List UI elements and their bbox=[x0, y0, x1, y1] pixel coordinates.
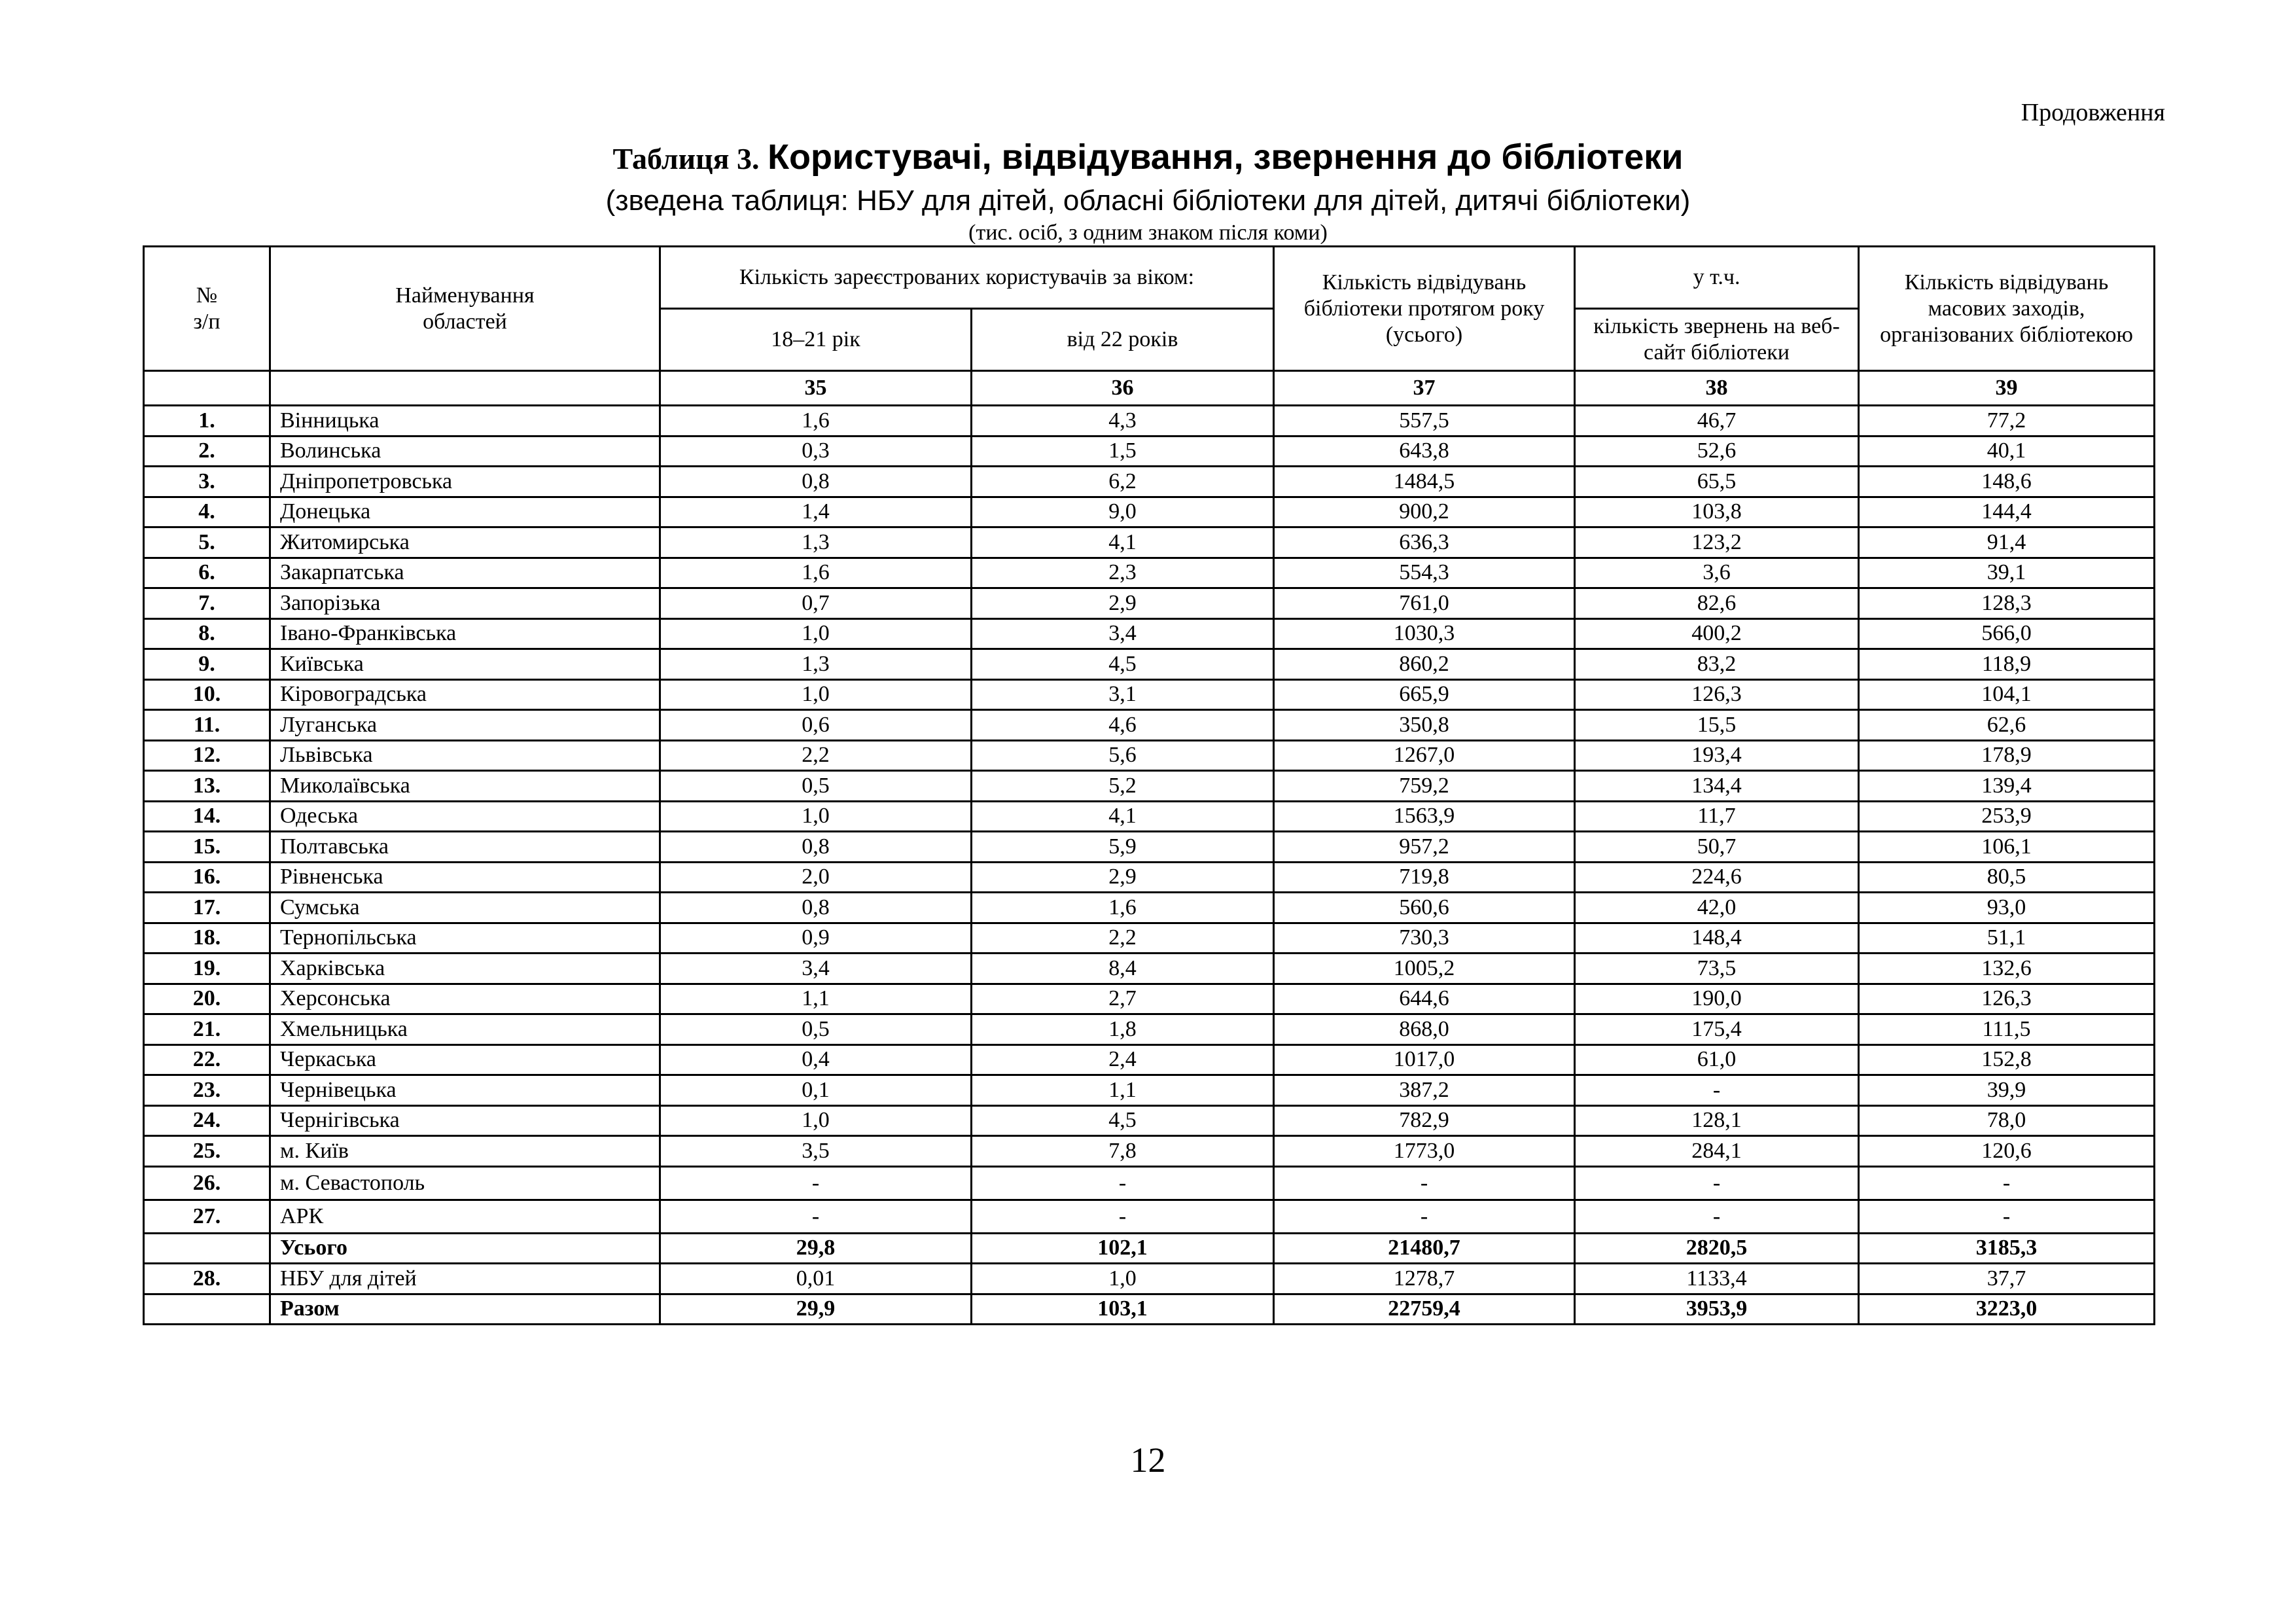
value-cell-35: 0,8 bbox=[660, 467, 972, 497]
row-number-cell: 3. bbox=[144, 467, 270, 497]
value-cell-38: 83,2 bbox=[1575, 649, 1859, 680]
value-cell-35: 0,6 bbox=[660, 710, 972, 741]
table-row bbox=[144, 618, 2155, 649]
value-cell-39: 132,6 bbox=[1859, 954, 2155, 984]
value-cell-36: 5,9 bbox=[972, 832, 1274, 863]
value-cell-35: 1,3 bbox=[660, 527, 972, 558]
value-cell-38: 224,6 bbox=[1575, 862, 1859, 893]
region-cell: Вінницька bbox=[270, 406, 660, 437]
value-cell-38: 50,7 bbox=[1575, 832, 1859, 863]
value-cell-39: 37,7 bbox=[1859, 1264, 2155, 1294]
table-units: (тис. осіб, з одним знаком після коми) bbox=[968, 221, 1328, 245]
region-cell: Хмельницька bbox=[270, 1014, 660, 1045]
value-cell-39: 144,4 bbox=[1859, 497, 2155, 527]
value-cell-39: 104,1 bbox=[1859, 679, 2155, 710]
value-cell-35: 0,5 bbox=[660, 1014, 972, 1045]
header-events: Кількість відвідувань масових заходів, організованих бібліотекою bbox=[1859, 247, 2155, 371]
value-cell-36: 103,1 bbox=[972, 1294, 1274, 1325]
row-number-cell: 7. bbox=[144, 588, 270, 619]
region-cell: м. Севастополь bbox=[270, 1166, 660, 1200]
row-number-cell: 25. bbox=[144, 1136, 270, 1167]
value-cell-38: 73,5 bbox=[1575, 954, 1859, 984]
table-subtitle: (зведена таблиця: НБУ для дітей, обласні бібліотеки для дітей, дитячі бібліотеки) bbox=[605, 185, 1691, 217]
value-cell-35: 2,2 bbox=[660, 740, 972, 771]
header-region: Найменування областей bbox=[270, 247, 660, 371]
value-cell-35: 3,4 bbox=[660, 954, 972, 984]
value-cell-36: 5,6 bbox=[972, 740, 1274, 771]
row-number-cell bbox=[144, 1233, 270, 1264]
continuation-label: Продовження bbox=[2021, 99, 2165, 126]
value-cell-36: 2,4 bbox=[972, 1044, 1274, 1075]
value-cell-35: 3,5 bbox=[660, 1136, 972, 1167]
row-number-cell: 21. bbox=[144, 1014, 270, 1045]
table-row bbox=[144, 801, 2155, 832]
table-row bbox=[144, 1200, 2155, 1233]
header-age-18-21: 18–21 рік bbox=[660, 309, 972, 371]
row-number-cell: 24. bbox=[144, 1105, 270, 1136]
row-number-cell: 8. bbox=[144, 618, 270, 649]
value-cell-37: 759,2 bbox=[1274, 771, 1575, 802]
table-row bbox=[144, 1294, 2155, 1325]
header-including: у т.ч. bbox=[1575, 247, 1859, 309]
value-cell-38: 42,0 bbox=[1575, 893, 1859, 923]
row-number-cell: 6. bbox=[144, 558, 270, 588]
table-row bbox=[144, 1233, 2155, 1264]
value-cell-37: 665,9 bbox=[1274, 679, 1575, 710]
value-cell-38: 82,6 bbox=[1575, 588, 1859, 619]
value-cell-35: 1,3 bbox=[660, 649, 972, 680]
table-title-name: Користувачі, відвідування, звернення до бібліотеки bbox=[768, 137, 1684, 177]
region-cell: Сумська bbox=[270, 893, 660, 923]
header-age-22: від 22 років bbox=[972, 309, 1274, 371]
value-cell-39: 62,6 bbox=[1859, 710, 2155, 741]
table-row bbox=[144, 1014, 2155, 1045]
row-number-cell: 9. bbox=[144, 649, 270, 680]
value-cell-39: 111,5 bbox=[1859, 1014, 2155, 1045]
value-cell-38: 123,2 bbox=[1575, 527, 1859, 558]
table-row bbox=[144, 1166, 2155, 1200]
value-cell-35: 29,8 bbox=[660, 1233, 972, 1264]
value-cell-36: 2,9 bbox=[972, 588, 1274, 619]
value-cell-38: 52,6 bbox=[1575, 436, 1859, 467]
table-title-label: Таблиця 3. bbox=[612, 142, 760, 175]
value-cell-36: 2,7 bbox=[972, 984, 1274, 1014]
value-cell-36: 102,1 bbox=[972, 1233, 1274, 1264]
value-cell-35: 1,0 bbox=[660, 801, 972, 832]
value-cell-36: 4,3 bbox=[972, 406, 1274, 437]
row-number-cell: 14. bbox=[144, 801, 270, 832]
row-number-cell: 15. bbox=[144, 832, 270, 863]
value-cell-36: 4,6 bbox=[972, 710, 1274, 741]
value-cell-35: 0,8 bbox=[660, 832, 972, 863]
value-cell-39: 126,3 bbox=[1859, 984, 2155, 1014]
table-row bbox=[144, 771, 2155, 802]
value-cell-37: 868,0 bbox=[1274, 1014, 1575, 1045]
value-cell-37: 636,3 bbox=[1274, 527, 1575, 558]
region-cell: Житомирська bbox=[270, 527, 660, 558]
region-cell: Разом bbox=[270, 1294, 660, 1325]
row-number-cell: 13. bbox=[144, 771, 270, 802]
row-number-cell: 1. bbox=[144, 406, 270, 437]
value-cell-35: 2,0 bbox=[660, 862, 972, 893]
row-number-cell: 18. bbox=[144, 923, 270, 954]
table-row bbox=[144, 1075, 2155, 1106]
value-cell-38: 2820,5 bbox=[1575, 1233, 1859, 1264]
table-body bbox=[144, 406, 2155, 1325]
table-row bbox=[144, 679, 2155, 710]
value-cell-38: 15,5 bbox=[1575, 710, 1859, 741]
value-cell-37: 21480,7 bbox=[1274, 1233, 1575, 1264]
region-cell: АРК bbox=[270, 1200, 660, 1233]
value-cell-38: 61,0 bbox=[1575, 1044, 1859, 1075]
value-cell-35: 1,0 bbox=[660, 1105, 972, 1136]
row-number-cell: 17. bbox=[144, 893, 270, 923]
row-number-cell: 26. bbox=[144, 1166, 270, 1200]
value-cell-38: 103,8 bbox=[1575, 497, 1859, 527]
region-cell: Волинська bbox=[270, 436, 660, 467]
value-cell-39: 93,0 bbox=[1859, 893, 2155, 923]
region-cell: Закарпатська bbox=[270, 558, 660, 588]
value-cell-36: 6,2 bbox=[972, 467, 1274, 497]
value-cell-35: 0,01 bbox=[660, 1264, 972, 1294]
column-number: 36 bbox=[972, 371, 1274, 406]
value-cell-37: 761,0 bbox=[1274, 588, 1575, 619]
value-cell-39: 253,9 bbox=[1859, 801, 2155, 832]
value-cell-39: 40,1 bbox=[1859, 436, 2155, 467]
value-cell-35: 0,8 bbox=[660, 893, 972, 923]
value-cell-39: - bbox=[1859, 1200, 2155, 1233]
value-cell-39: 118,9 bbox=[1859, 649, 2155, 680]
value-cell-38: 46,7 bbox=[1575, 406, 1859, 437]
region-cell: Херсонська bbox=[270, 984, 660, 1014]
value-cell-36: 4,1 bbox=[972, 801, 1274, 832]
region-cell: Полтавська bbox=[270, 832, 660, 863]
value-cell-37: 643,8 bbox=[1274, 436, 1575, 467]
value-cell-38: 11,7 bbox=[1575, 801, 1859, 832]
value-cell-38: 175,4 bbox=[1575, 1014, 1859, 1045]
table-row bbox=[144, 954, 2155, 984]
table-row bbox=[144, 710, 2155, 741]
value-cell-36: 5,2 bbox=[972, 771, 1274, 802]
value-cell-37: 719,8 bbox=[1274, 862, 1575, 893]
region-cell: Дніпропетровська bbox=[270, 467, 660, 497]
table-row bbox=[144, 558, 2155, 588]
value-cell-35: 1,4 bbox=[660, 497, 972, 527]
value-cell-35: 0,4 bbox=[660, 1044, 972, 1075]
region-cell: м. Київ bbox=[270, 1136, 660, 1167]
value-cell-39: 3185,3 bbox=[1859, 1233, 2155, 1264]
table-row bbox=[144, 984, 2155, 1014]
value-cell-39: 80,5 bbox=[1859, 862, 2155, 893]
table-row bbox=[144, 740, 2155, 771]
title-block bbox=[0, 134, 2296, 246]
table-row bbox=[144, 1105, 2155, 1136]
region-cell: Івано-Франківська bbox=[270, 618, 660, 649]
row-number-cell: 22. bbox=[144, 1044, 270, 1075]
region-cell: Чернівецька bbox=[270, 1075, 660, 1106]
region-cell: Рівненська bbox=[270, 862, 660, 893]
value-cell-37: 22759,4 bbox=[1274, 1294, 1575, 1325]
value-cell-36: 1,5 bbox=[972, 436, 1274, 467]
column-number: 38 bbox=[1575, 371, 1859, 406]
header-website: кількість звернень на веб-сайт бібліотеки bbox=[1575, 309, 1859, 371]
value-cell-37: - bbox=[1274, 1166, 1575, 1200]
value-cell-38: - bbox=[1575, 1166, 1859, 1200]
value-cell-38: 148,4 bbox=[1575, 923, 1859, 954]
data-table bbox=[143, 245, 2155, 1325]
region-cell: Львівська bbox=[270, 740, 660, 771]
table-row bbox=[144, 406, 2155, 437]
value-cell-36: 1,8 bbox=[972, 1014, 1274, 1045]
value-cell-39: 39,9 bbox=[1859, 1075, 2155, 1106]
row-number-cell: 2. bbox=[144, 436, 270, 467]
value-cell-37: 1563,9 bbox=[1274, 801, 1575, 832]
table-row bbox=[144, 1044, 2155, 1075]
value-cell-36: - bbox=[972, 1200, 1274, 1233]
table-row bbox=[144, 893, 2155, 923]
value-cell-36: 3,4 bbox=[972, 618, 1274, 649]
row-number-cell: 12. bbox=[144, 740, 270, 771]
value-cell-36: 4,5 bbox=[972, 1105, 1274, 1136]
value-cell-35: 0,5 bbox=[660, 771, 972, 802]
header-number: № з/п bbox=[144, 247, 270, 371]
value-cell-35: 0,7 bbox=[660, 588, 972, 619]
value-cell-35: 29,9 bbox=[660, 1294, 972, 1325]
value-cell-38: - bbox=[1575, 1075, 1859, 1106]
value-cell-35: 1,0 bbox=[660, 618, 972, 649]
table-row bbox=[144, 923, 2155, 954]
row-number-cell: 23. bbox=[144, 1075, 270, 1106]
column-number: 39 bbox=[1859, 371, 2155, 406]
table-row bbox=[144, 862, 2155, 893]
table-row bbox=[144, 649, 2155, 680]
column-number: 37 bbox=[1274, 371, 1575, 406]
value-cell-36: 8,4 bbox=[972, 954, 1274, 984]
table-row bbox=[144, 832, 2155, 863]
value-cell-35: 1,6 bbox=[660, 558, 972, 588]
row-number-cell bbox=[144, 1294, 270, 1325]
value-cell-36: 4,5 bbox=[972, 649, 1274, 680]
value-cell-36: 7,8 bbox=[972, 1136, 1274, 1167]
value-cell-37: 644,6 bbox=[1274, 984, 1575, 1014]
value-cell-38: 134,4 bbox=[1575, 771, 1859, 802]
region-cell: Одеська bbox=[270, 801, 660, 832]
value-cell-39: 120,6 bbox=[1859, 1136, 2155, 1167]
table-title bbox=[0, 134, 2296, 182]
value-cell-35: - bbox=[660, 1200, 972, 1233]
header-blank bbox=[270, 371, 660, 406]
value-cell-39: 39,1 bbox=[1859, 558, 2155, 588]
region-cell: Запорізька bbox=[270, 588, 660, 619]
row-number-cell: 4. bbox=[144, 497, 270, 527]
value-cell-35: 1,1 bbox=[660, 984, 972, 1014]
row-number-cell: 28. bbox=[144, 1264, 270, 1294]
region-cell: Миколаївська bbox=[270, 771, 660, 802]
value-cell-36: 9,0 bbox=[972, 497, 1274, 527]
header-registered: Кількість зареєстрованих користувачів за віком: bbox=[660, 247, 1274, 309]
header-blank bbox=[144, 371, 270, 406]
region-cell: Київська bbox=[270, 649, 660, 680]
value-cell-36: 1,6 bbox=[972, 893, 1274, 923]
value-cell-37: 560,6 bbox=[1274, 893, 1575, 923]
region-cell: Тернопільська bbox=[270, 923, 660, 954]
value-cell-37: 1017,0 bbox=[1274, 1044, 1575, 1075]
value-cell-38: 193,4 bbox=[1575, 740, 1859, 771]
value-cell-37: 1278,7 bbox=[1274, 1264, 1575, 1294]
table-row bbox=[144, 1136, 2155, 1167]
value-cell-37: 387,2 bbox=[1274, 1075, 1575, 1106]
value-cell-35: 0,9 bbox=[660, 923, 972, 954]
value-cell-38: 190,0 bbox=[1575, 984, 1859, 1014]
value-cell-39: 178,9 bbox=[1859, 740, 2155, 771]
header-visits: Кількість відвідувань бібліотеки протягом року (усього) bbox=[1274, 247, 1575, 371]
value-cell-36: - bbox=[972, 1166, 1274, 1200]
value-cell-37: 782,9 bbox=[1274, 1105, 1575, 1136]
value-cell-36: 1,0 bbox=[972, 1264, 1274, 1294]
value-cell-39: 139,4 bbox=[1859, 771, 2155, 802]
region-cell: Черкаська bbox=[270, 1044, 660, 1075]
value-cell-36: 4,1 bbox=[972, 527, 1274, 558]
region-cell: Луганська bbox=[270, 710, 660, 741]
value-cell-38: 3,6 bbox=[1575, 558, 1859, 588]
value-cell-37: 900,2 bbox=[1274, 497, 1575, 527]
row-number-cell: 20. bbox=[144, 984, 270, 1014]
row-number-cell: 16. bbox=[144, 862, 270, 893]
value-cell-38: 128,1 bbox=[1575, 1105, 1859, 1136]
value-cell-37: - bbox=[1274, 1200, 1575, 1233]
value-cell-38: 3953,9 bbox=[1575, 1294, 1859, 1325]
value-cell-37: 554,3 bbox=[1274, 558, 1575, 588]
value-cell-37: 350,8 bbox=[1274, 710, 1575, 741]
region-cell: Усього bbox=[270, 1233, 660, 1264]
value-cell-37: 1030,3 bbox=[1274, 618, 1575, 649]
value-cell-35: 1,0 bbox=[660, 679, 972, 710]
value-cell-35: 1,6 bbox=[660, 406, 972, 437]
region-cell: Донецька bbox=[270, 497, 660, 527]
value-cell-39: 152,8 bbox=[1859, 1044, 2155, 1075]
value-cell-36: 2,3 bbox=[972, 558, 1274, 588]
value-cell-35: - bbox=[660, 1166, 972, 1200]
value-cell-36: 3,1 bbox=[972, 679, 1274, 710]
row-number-cell: 5. bbox=[144, 527, 270, 558]
row-number-cell: 10. bbox=[144, 679, 270, 710]
region-cell: Чернігівська bbox=[270, 1105, 660, 1136]
value-cell-38: 284,1 bbox=[1575, 1136, 1859, 1167]
value-cell-37: 1773,0 bbox=[1274, 1136, 1575, 1167]
value-cell-35: 0,3 bbox=[660, 436, 972, 467]
column-number: 35 bbox=[660, 371, 972, 406]
value-cell-37: 1484,5 bbox=[1274, 467, 1575, 497]
region-cell: НБУ для дітей bbox=[270, 1264, 660, 1294]
value-cell-37: 860,2 bbox=[1274, 649, 1575, 680]
table-row bbox=[144, 588, 2155, 619]
row-number-cell: 19. bbox=[144, 954, 270, 984]
value-cell-37: 1005,2 bbox=[1274, 954, 1575, 984]
value-cell-39: 51,1 bbox=[1859, 923, 2155, 954]
value-cell-36: 1,1 bbox=[972, 1075, 1274, 1106]
value-cell-39: 128,3 bbox=[1859, 588, 2155, 619]
value-cell-37: 730,3 bbox=[1274, 923, 1575, 954]
value-cell-38: 1133,4 bbox=[1575, 1264, 1859, 1294]
table-row bbox=[144, 527, 2155, 558]
value-cell-39: 78,0 bbox=[1859, 1105, 2155, 1136]
value-cell-37: 557,5 bbox=[1274, 406, 1575, 437]
value-cell-39: - bbox=[1859, 1166, 2155, 1200]
value-cell-39: 77,2 bbox=[1859, 406, 2155, 437]
value-cell-37: 1267,0 bbox=[1274, 740, 1575, 771]
page-number: 12 bbox=[1130, 1440, 1166, 1480]
value-cell-38: 400,2 bbox=[1575, 618, 1859, 649]
value-cell-38: - bbox=[1575, 1200, 1859, 1233]
value-cell-39: 3223,0 bbox=[1859, 1294, 2155, 1325]
value-cell-36: 2,9 bbox=[972, 862, 1274, 893]
row-number-cell: 27. bbox=[144, 1200, 270, 1233]
value-cell-39: 106,1 bbox=[1859, 832, 2155, 863]
value-cell-35: 0,1 bbox=[660, 1075, 972, 1106]
value-cell-37: 957,2 bbox=[1274, 832, 1575, 863]
value-cell-39: 566,0 bbox=[1859, 618, 2155, 649]
table-row bbox=[144, 497, 2155, 527]
table-row bbox=[144, 1264, 2155, 1294]
table-row bbox=[144, 467, 2155, 497]
region-cell: Харківська bbox=[270, 954, 660, 984]
value-cell-39: 91,4 bbox=[1859, 527, 2155, 558]
value-cell-38: 65,5 bbox=[1575, 467, 1859, 497]
table-header bbox=[144, 247, 2155, 406]
value-cell-39: 148,6 bbox=[1859, 467, 2155, 497]
row-number-cell: 11. bbox=[144, 710, 270, 741]
value-cell-38: 126,3 bbox=[1575, 679, 1859, 710]
table-row bbox=[144, 436, 2155, 467]
region-cell: Кіровоградська bbox=[270, 679, 660, 710]
value-cell-36: 2,2 bbox=[972, 923, 1274, 954]
